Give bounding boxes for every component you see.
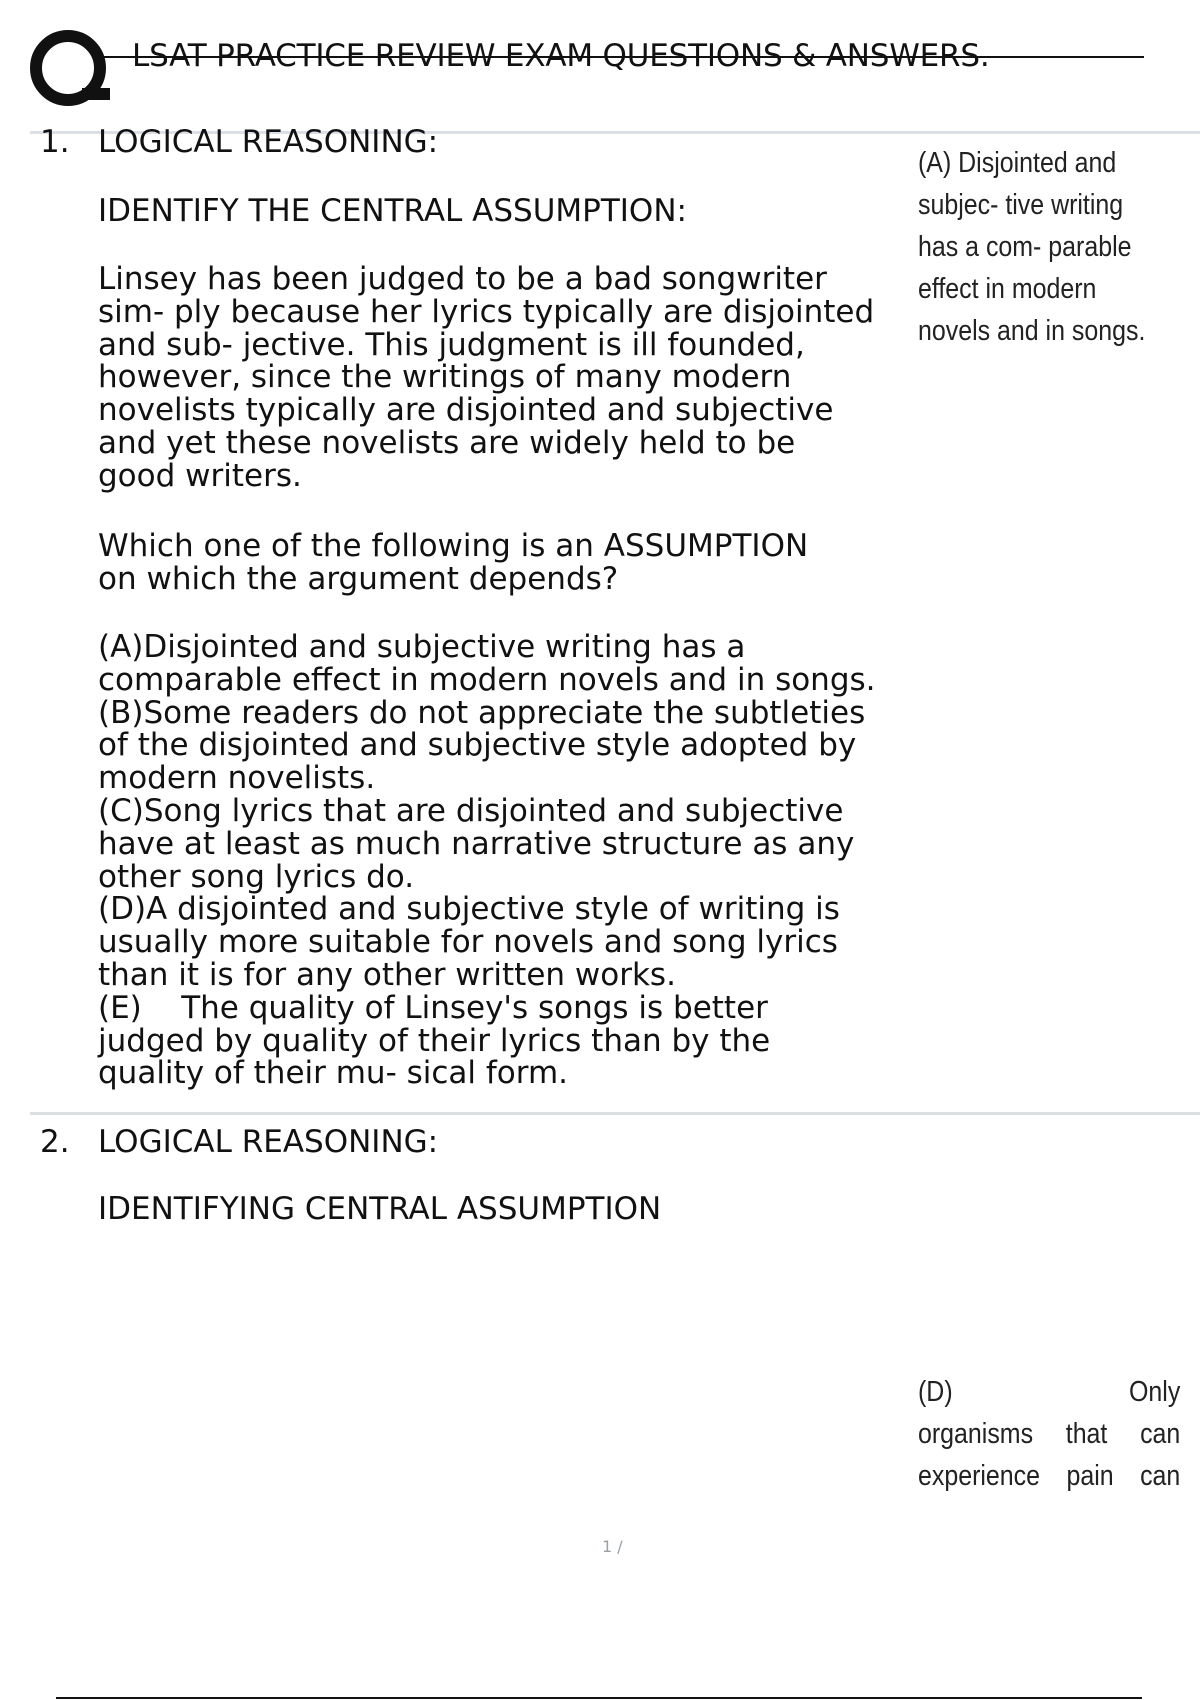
question-number: 1. [40,124,70,160]
answer-line: subjec- tive writing [918,189,1124,221]
stimulus-line: novelists typically are disjointed and subjective [98,392,834,429]
prompt-line: Which one of the following is an ASSUMPTION [98,528,809,564]
question-category: LOGICAL REASONING: [98,124,439,160]
question-task: IDENTIFYING CENTRAL ASSUMPTION [98,1191,662,1227]
document-title: LSAT PRACTICE REVIEW EXAM QUESTIONS & ANSWERS. [132,38,990,74]
option-line: (E) The quality of Linsey's songs is better [98,989,768,1026]
answer-box [918,142,1180,352]
answer-line: organisms that can [918,1418,1181,1450]
option-line: modern novelists. [98,760,376,797]
option-line: of the disjointed and subjective style adopted by [98,727,857,764]
stimulus-line: and sub- jective. This judgment is ill founded, [98,326,805,363]
option-e [98,989,910,1092]
option-line: (A)Disjointed and subjective writing has a [98,629,746,665]
option-line: comparable effect in modern novels and in songs. [98,661,876,698]
page-number: 1 / [602,1537,623,1556]
option-line: than it is for any other written works. [98,956,676,993]
q-logo-icon [30,30,110,110]
stimulus-line: and yet these novelists are widely held to be [98,424,796,461]
stimulus-line: good writers. [98,457,302,494]
option-d [98,893,910,991]
answer-line: novels and in songs. [918,315,1146,347]
option-b [98,694,910,797]
answer-line: (D) Only [918,1376,1181,1408]
option-line: other song lyrics do. [98,858,415,895]
question-divider [30,1112,1200,1115]
option-line: usually more suitable for novels and song lyrics [98,924,838,961]
question-category: LOGICAL REASONING: [98,1124,439,1160]
option-line: judged by quality of their lyrics than by the [98,1022,771,1059]
question-stimulus [98,263,910,493]
answer-options [98,631,910,1090]
footer-rule [56,1697,1142,1699]
answer-box [918,1371,1180,1497]
option-line: (D)A disjointed and subjective style of writing is [98,891,840,928]
answer-line: effect in modern [918,273,1097,305]
stimulus-line: however, since the writings of many modern [98,359,792,396]
question-prompt [98,530,910,596]
answer-line: (A) Disjointed and [918,147,1117,179]
option-a [98,631,910,697]
question-number: 2. [40,1124,70,1160]
option-line: (B)Some readers do not appreciate the subtleties [98,694,866,731]
option-line: have at least as much narrative structure as any [98,825,855,862]
answer-line: experience pain can [918,1460,1181,1492]
prompt-line: on which the argument depends? [98,560,619,597]
option-line: (C)Song lyrics that are disjointed and subjective [98,792,844,829]
stimulus-line: sim- ply because her lyrics typically are disjointed [98,293,875,330]
option-c [98,792,910,895]
stimulus-line: Linsey has been judged to be a bad songwriter [98,261,827,297]
answer-line: has a com- parable [918,231,1132,263]
option-line: quality of their mu- sical form. [98,1055,569,1092]
question-task: IDENTIFY THE CENTRAL ASSUMPTION: [98,193,687,229]
